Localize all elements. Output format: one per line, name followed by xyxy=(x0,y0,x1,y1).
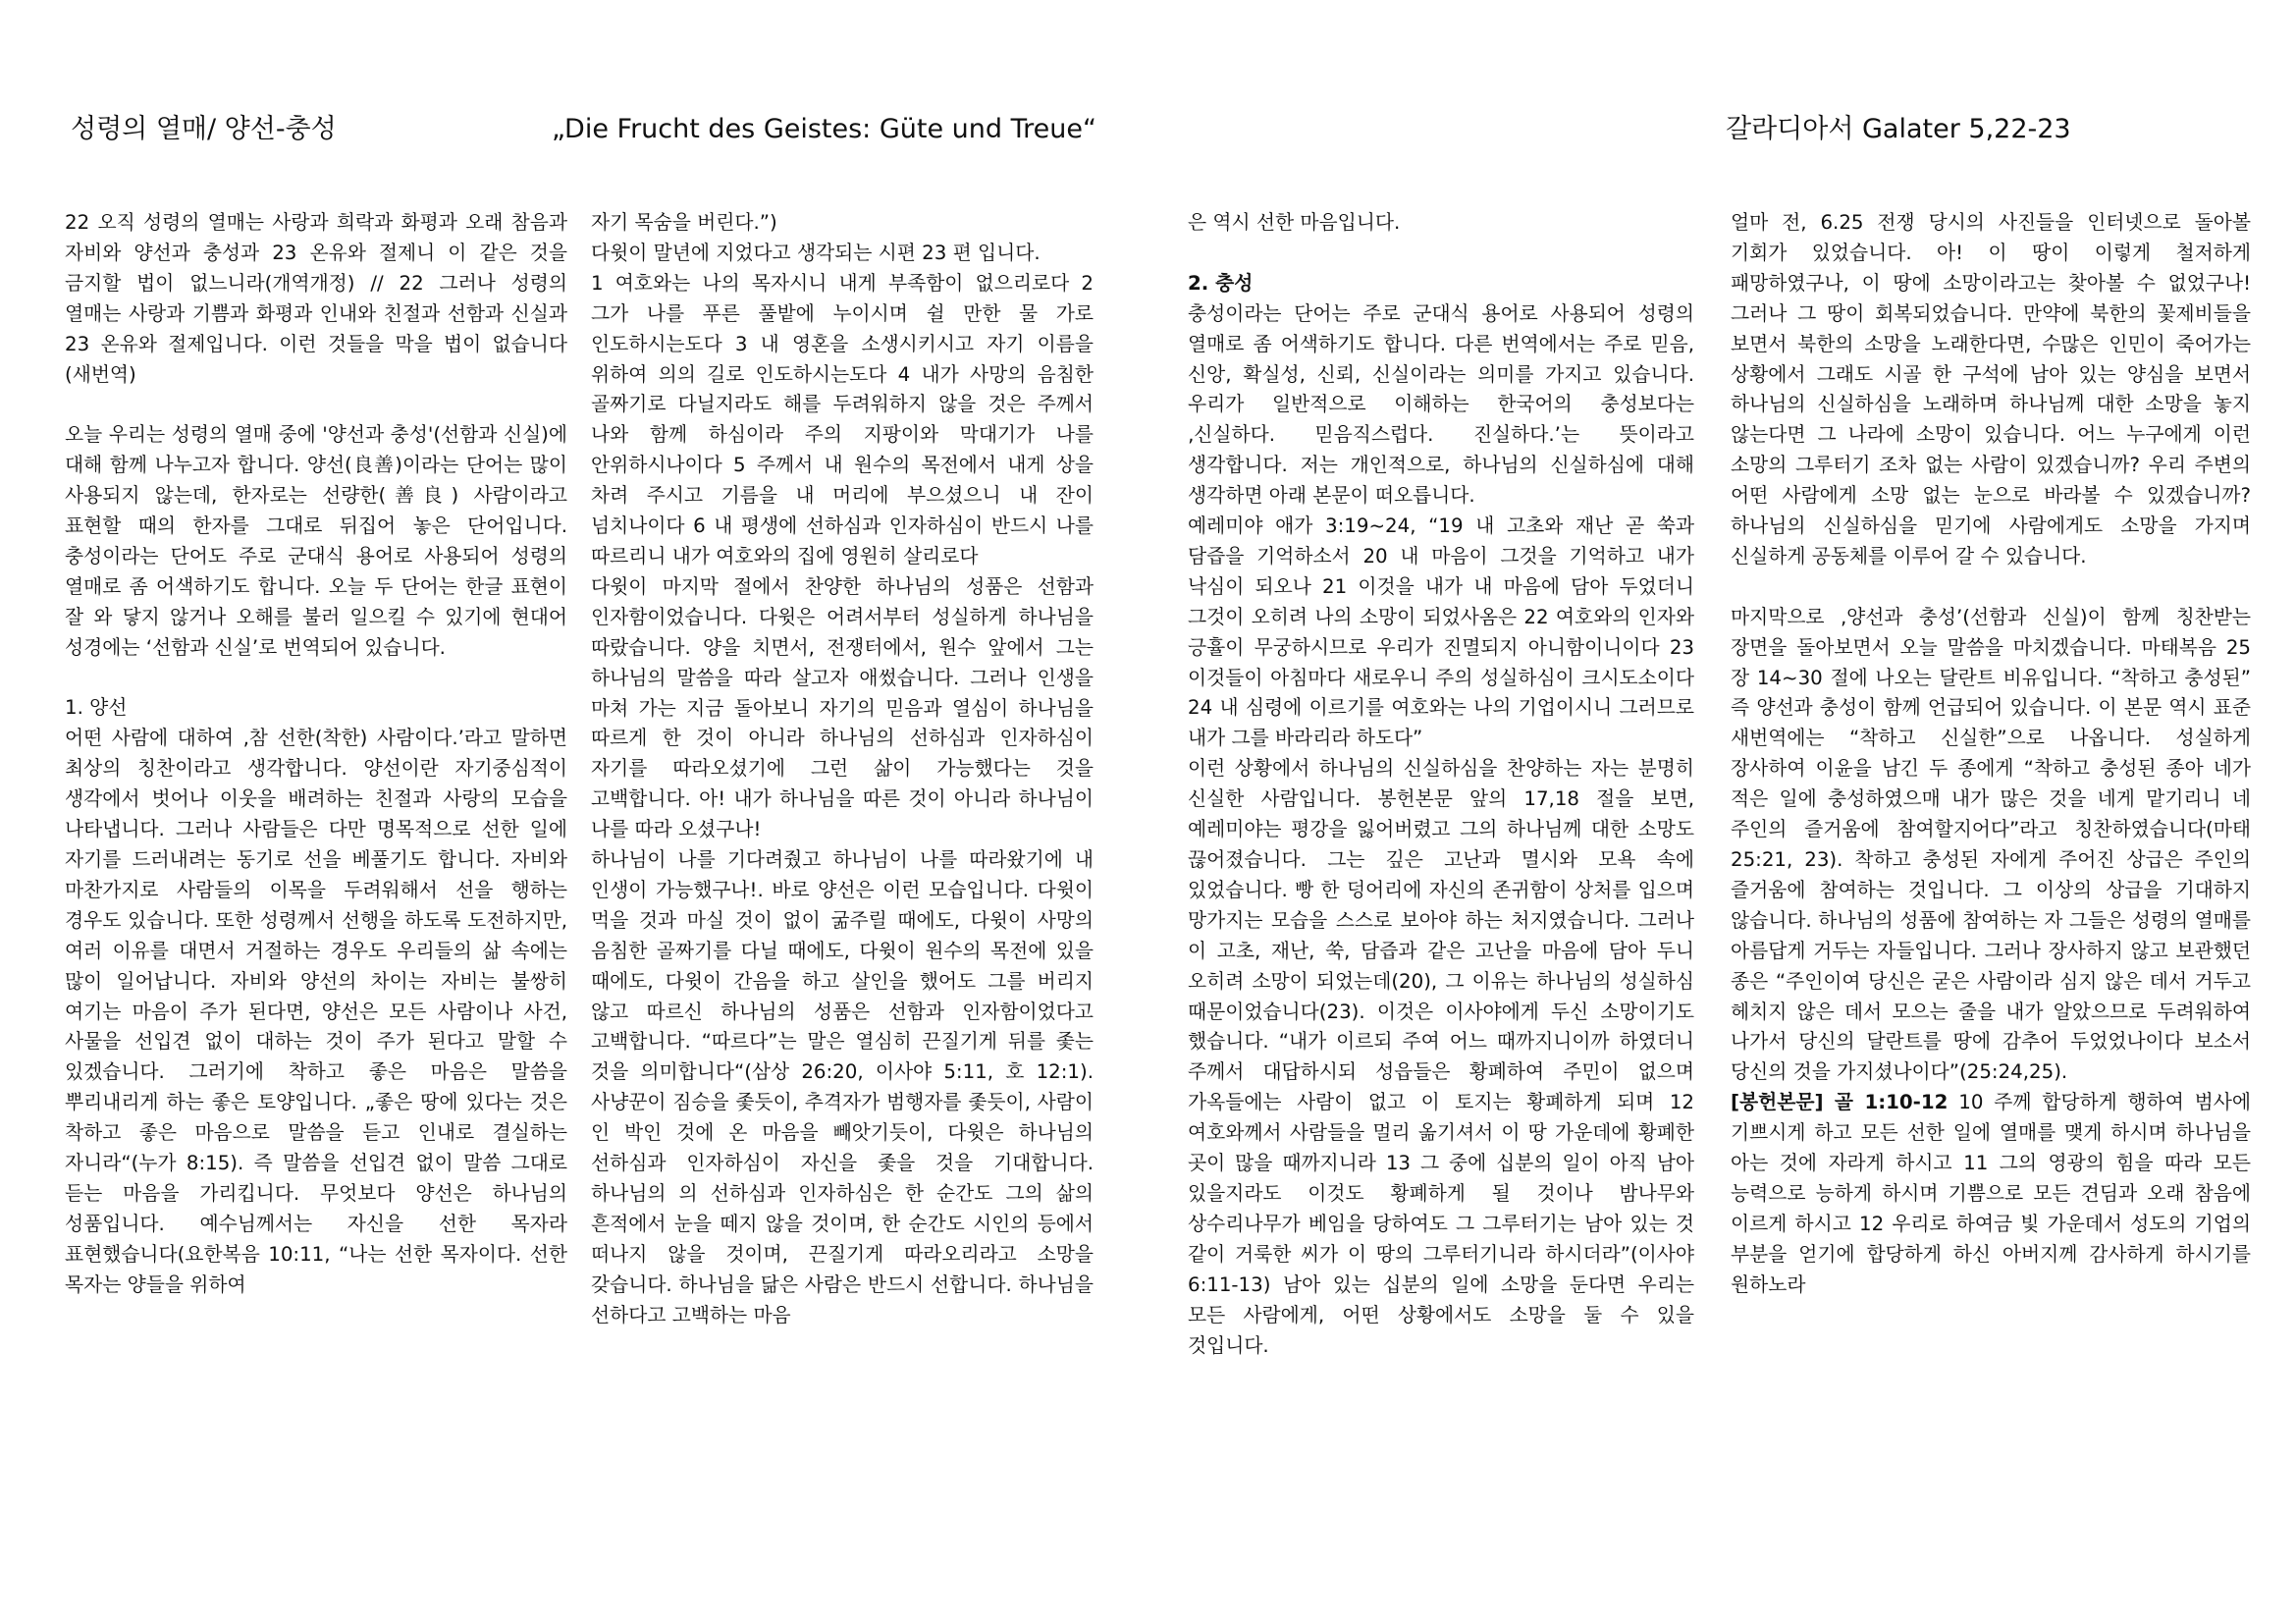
continued-paragraph: 자기 목숨을 버린다.”) xyxy=(591,211,777,234)
lamentations-paragraph: 예레미야 애가 3:19~24, “19 내 고초와 재난 곧 쑥과 담즙을 기억하소서 20 내 마음이 그것을 기억하고 내가 낙심이 되오나 21 이것을 내가 내 마음에 담아 두었더니 그것이 오히려 나의 소망이 되었사옴은 22 여호와의 인자와 긍휼이 무궁하시므로 우리가 진멸되지 아니함이니이다 23 이것들이 아침마다 새로우니 주의 성실하심이 크시도소이다 24 내 심령에 이르기를 여호와는 나의 기업이시니 그러므로 내가 그를 바라리라 하도다” xyxy=(1188,514,1694,750)
goodness-follows-paragraph: 하나님이 나를 기다려줬고 하나님이 나를 따라왔기에 내 인생이 가능했구나!. 바로 양선은 이런 모습입니다. 다윗이 먹을 것과 마실 것이 없이 굶주릴 때에도, 다윗이 사망의 음침한 골짜기를 다닐 때에도, 다윗이 원수의 목전에 있을 때에도, 다윗이 간음을 하고 살인을 했어도 그를 버리지 않고 따르신 하나님의 성품은 선함과 인자함이었다고 고백합니다. “따르다”는 말은 열심히 끈질기게 뒤를 좇는 것을 의미합니다“(삼상 26:20, 이사야 5:11, 호 12:1). 사냥꾼이 짐승을 좇듯이, 추격자가 범행자를 좇듯이, 사람이 인 박인 것에 온 마음을 빼앗기듯이, 다윗은 하나님의 선하심과 인자하심이 자신을 좇을 것을 기대합니다. 하나님의 의 선하심과 인자하심은 한 순간도 그의 삶의 흔적에서 눈을 떼지 않을 것이며, 한 순간도 시인의 등에서 떠나지 않을 것이며, 끈질기게 따라오리라고 소망을 갖습니다. 하나님을 닮은 사람은 반드시 선합니다. 하나님을 선하다고 고백하는 마음 xyxy=(591,848,1094,1326)
intro-paragraph: 오늘 우리는 성령의 열매 중에 '양선과 충성'(선함과 신실)에 대해 함께 나누고자 합니다. 양선(良善)이라는 단어는 많이 사용되지 않는데, 한자로는 선량한(善良) 사람이라고 표현할 때의 한자를 그대로 뒤집어 놓은 단어입니다. 충성이라는 단어도 주로 군대식 용어로 사용되어 성령의 열매로 좀 어색하기도 합니다. 오늘 두 단어는 한글 표현이 잘 와 닿지 않거나 오해를 불러 일으킬 수 있기에 현대어 성경에는 ‘선함과 신실’로 번역되어 있습니다. xyxy=(65,423,567,659)
david-paragraph: 다윗이 마지막 절에서 찬양한 하나님의 성품은 선함과 인자함이었습니다. 다윗은 어려서부터 성실하게 하나님을 따랐습니다. 양을 치면서, 전쟁터에서, 원수 앞에서 그는 하나님의 말씀을 따라 살고자 애썼습니다. 그러나 인생을 마쳐 가는 지금 돌아보니 자기의 믿음과 열심이 하나님을 따르게 한 것이 아니라 하나님의 선하심과 인자하심이 자기를 따라오셨기에 그런 삶이 가능했다는 것을 고백합니다. 아! 내가 하나님을 따른 것이 아니라 하나님이 나를 따라 오셨구나! xyxy=(591,574,1094,841)
text-column-4 xyxy=(1731,208,2251,1301)
section-heading-goodness: 1. 양선 xyxy=(65,696,128,720)
header-scripture-reference: 갈라디아서 Galater 5,22-23 xyxy=(1726,114,2071,144)
hope-paragraph: 이런 상황에서 하나님의 신실하심을 찬양하는 자는 분명히 신실한 사람입니다. 봉헌본문 앞의 17,18 절을 보면, 예레미야는 평강을 잃어버렸고 그의 하나님께 대한 소망도 끊어졌습니다. 그는 깊은 고난과 멸시와 모욕 속에 있었습니다. 빵 한 덩어리에 자신의 존귀함이 상처를 입으며 망가지는 모습을 스스로 보아야 하는 처지였습니다. 그러나 이 고초, 재난, 쑥, 담즙과 같은 고난을 마음에 담아 두니 오히려 소망이 되었는데(20), 그 이유는 하나님의 성실하심 때문이었습니다(23). 이것은 이사야에게 두신 소망이기도 했습니다. “내가 이르되 주여 어느 때까지니이까 하였더니 주께서 대답하시되 성읍들은 황폐하여 주민이 없으며 가옥들에는 사람이 없고 이 토지는 황폐하게 되며 12 여호와께서 사람들을 멀리 옮기셔서 이 땅 가운데에 황폐한 곳이 많을 때까지니라 13 그 중에 십분의 일이 아직 남아 있을지라도 이것도 황폐하게 될 것이나 밤나무와 상수리나무가 베임을 당하여도 그 그루터기는 남아 있는 것 같이 거룩한 씨가 이 땅의 그루터기니라 하시더라”(이사야 6:11-13) 남아 있는 십분의 일에 소망을 둔다면 우리는 모든 사람에게, 어떤 상황에서도 소망을 둘 수 있을 것입니다. xyxy=(1188,757,1694,1357)
talents-paragraph: 마지막으로 ‚양선과 충성’(선함과 신실)이 함께 칭찬받는 장면을 돌아보면서 오늘 말씀을 마치겠습니다. 마태복음 25 장 14~30 절에 나오는 달란트 비유입니다. “착하고 충성된” 즉 양선과 충성이 함께 언급되어 있습니다. 이 본문 역시 표준 새번역에는 “착하고 신실한”으로 나옵니다. 성실하게 장사하여 이윤을 남긴 두 종에게 “착하고 충성된 종아 네가 적은 일에 충성하였으매 내가 많은 것을 네게 맡기리니 네 주인의 즐거움에 참여할지어다”라고 칭찬하였습니다(마태 25:21, 23). 착하고 충성된 자에게 주어진 상급은 주인의 즐거움에 참여하는 것입니다. 그 이상의 상급을 기대하지 않습니다. 하나님의 성품에 참여하는 자 그들은 성령의 열매를 아름답게 거두는 자들입니다. 그러나 장사하지 않고 보관했던 종은 “주인이여 당신은 굳은 사람이라 심지 않은 데서 거두고 헤치지 않은 데서 모으는 줄을 내가 알았으므로 두려워하여 나가서 당신의 달란트를 땅에 감추어 두었었나이다 보소서 당신의 것을 가지셨나이다”(25:24,25). xyxy=(1731,605,2251,1084)
offering-text-label: [봉헌본문] 골 1:10-12 xyxy=(1731,1091,1949,1114)
paragraph-spacer xyxy=(1188,239,1694,269)
paragraph-spacer xyxy=(65,390,567,420)
goodness-paragraph: 어떤 사람에 대하여 ‚참 선한(착한) 사람이다.’라고 말하면 최상의 칭찬이라고 생각합니다. 양선이란 자기중심적이 생각에서 벗어나 이웃을 배려하는 친절과 사랑의 모습을 나타냅니다. 그러나 사람들은 다만 명목적으로 선한 일에 자기를 드러내려는 동기로 선을 베풀기도 합니다. 자비와 마찬가지로 사람들의 이목을 두려워해서 선을 행하는 경우도 있습니다. 또한 성령께서 선행을 하도록 도전하지만, 여러 이유를 대면서 거절하는 경우도 우리들의 삶 속에는 많이 일어납니다. 자비와 양선의 차이는 자비는 불쌍히 여기는 마음이 주가 된다면, 양선은 모든 사람이나 사건, 사물을 선입견 없이 대하는 것이 주가 된다고 말할 수 있겠습니다. 그러기에 착하고 좋은 마음은 말씀을 뿌리내리게 하는 좋은 토양입니다. „좋은 땅에 있다는 것은 착하고 좋은 마음으로 말씀을 듣고 인내로 결실하는 자니라“(누가 8:15). 즉 말씀을 선입견 없이 말씀 그대로 듣는 마음을 가리킵니다. 무엇보다 양선은 하나님의 성품입니다. 예수님께서는 자신을 선한 목자라 표현했습니다(요한복음 10:11, “나는 선한 목자이다. 선한 목자는 양들을 위하여 xyxy=(65,727,567,1296)
section-heading-faithfulness: 2. 충성 xyxy=(1188,271,1254,295)
offering-text-paragraph xyxy=(1731,1088,2251,1300)
korean-war-paragraph: 얼마 전, 6.25 전쟁 당시의 사진들을 인터넷으로 돌아볼 기회가 있었습니다. 아! 이 땅이 이렇게 철저하게 패망하였구나, 이 땅에 소망이라고는 찾아볼 수 없었구나! 그러나 그 땅이 회복되었습니다. 만약에 북한의 꽃제비들을 보면서 북한의 소망을 노래한다면, 수많은 인민이 죽어가는 상황에서 그래도 시골 한 구석에 남아 있는 양심을 보면서 하나님의 신실하심을 노래하며 하나님께 대한 소망을 놓지 않는다면 그 나라에 소망이 있습니다. 어느 누구에게 이런 소망의 그루터기 조차 없는 사람이 있겠습니까? 우리 주변의 어떤 사람에게 소망 없는 눈으로 바라볼 수 있겠습니까? 하나님의 신실하심을 믿기에 사람에게도 소망을 가지며 신실하게 공동체를 이루어 갈 수 있습니다. xyxy=(1731,211,2251,568)
paragraph-spacer xyxy=(1731,572,2251,603)
scripture-paragraph: 22 오직 성령의 열매는 사랑과 희락과 화평과 오래 참음과 자비와 양선과 충성과 23 온유와 절제니 이 같은 것을 금지할 법이 없느니라(개역개정) // 22 그러나 성령의 열매는 사랑과 기쁨과 화평과 인내와 친절과 선함과 신실과 23 온유와 절제입니다. 이런 것들을 막을 법이 없습니다(새번역) xyxy=(65,211,567,386)
continued-paragraph: 은 역시 선한 마음입니다. xyxy=(1188,211,1401,234)
offering-text-body: 10 주께 합당하게 행하여 범사에 기쁘시게 하고 모든 선한 일에 열매를 맺게 하시며 하나님을 아는 것에 자라게 하시고 11 그의 영광의 힘을 따라 모든 능력으로 능하게 하시며 기쁨으로 모든 견딤과 오래 참음에 이르게 하시고 12 우리로 하여금 빛 가운데서 성도의 기업의 부분을 얻기에 합당하게 하신 아버지께 감사하게 하시기를 원하노라 xyxy=(1731,1091,2251,1296)
psalm-23-paragraph: 1 여호와는 나의 목자시니 내게 부족함이 없으리로다 2 그가 나를 푸른 풀밭에 누이시며 쉴 만한 물 가로 인도하시는도다 3 내 영혼을 소생시키시고 자기 이름을 위하여 의의 길로 인도하시는도다 4 내가 사망의 음침한 골짜기로 다닐지라도 해를 두려워하지 않을 것은 주께서 나와 함께 하심이라 주의 지팡이와 막대기가 나를 안위하시나이다 5 주께서 내 원수의 목전에서 내게 상을 차려 주시고 기름을 내 머리에 부으셨으니 내 잔이 넘치나이다 6 내 평생에 선하심과 인자하심이 반드시 나를 따르리니 내가 여호와의 집에 영원히 살리로다 xyxy=(591,271,1094,568)
faithfulness-paragraph: 충성이라는 단어는 주로 군대식 용어로 사용되어 성령의 열매로 좀 어색하기도 합니다. 다른 번역에서는 주로 믿음, 신앙, 확실성, 신뢰, 신실이라는 의미를 가지고 있습니다. 우리가 일반적으로 이해하는 한국어의 충성보다는 ‚신실하다. 믿음직스럽다. 진실하다.’는 뜻이라고 생각합니다. 저는 개인적으로, 하나님의 신실하심에 대해 생각하면 아래 본문이 떠오릅니다. xyxy=(1188,301,1694,508)
paragraph-spacer xyxy=(65,664,567,694)
text-column-2 xyxy=(591,208,1094,1331)
text-column-1 xyxy=(65,208,567,1301)
header-title-korean: 성령의 열매/ 양선-충성 xyxy=(71,114,337,144)
psalm-intro-paragraph: 다윗이 말년에 지었다고 생각되는 시편 23 편 입니다. xyxy=(591,241,1041,264)
text-column-3 xyxy=(1188,208,1694,1361)
header-title-german: „Die Frucht des Geistes: Güte und Treue“ xyxy=(552,114,1096,144)
